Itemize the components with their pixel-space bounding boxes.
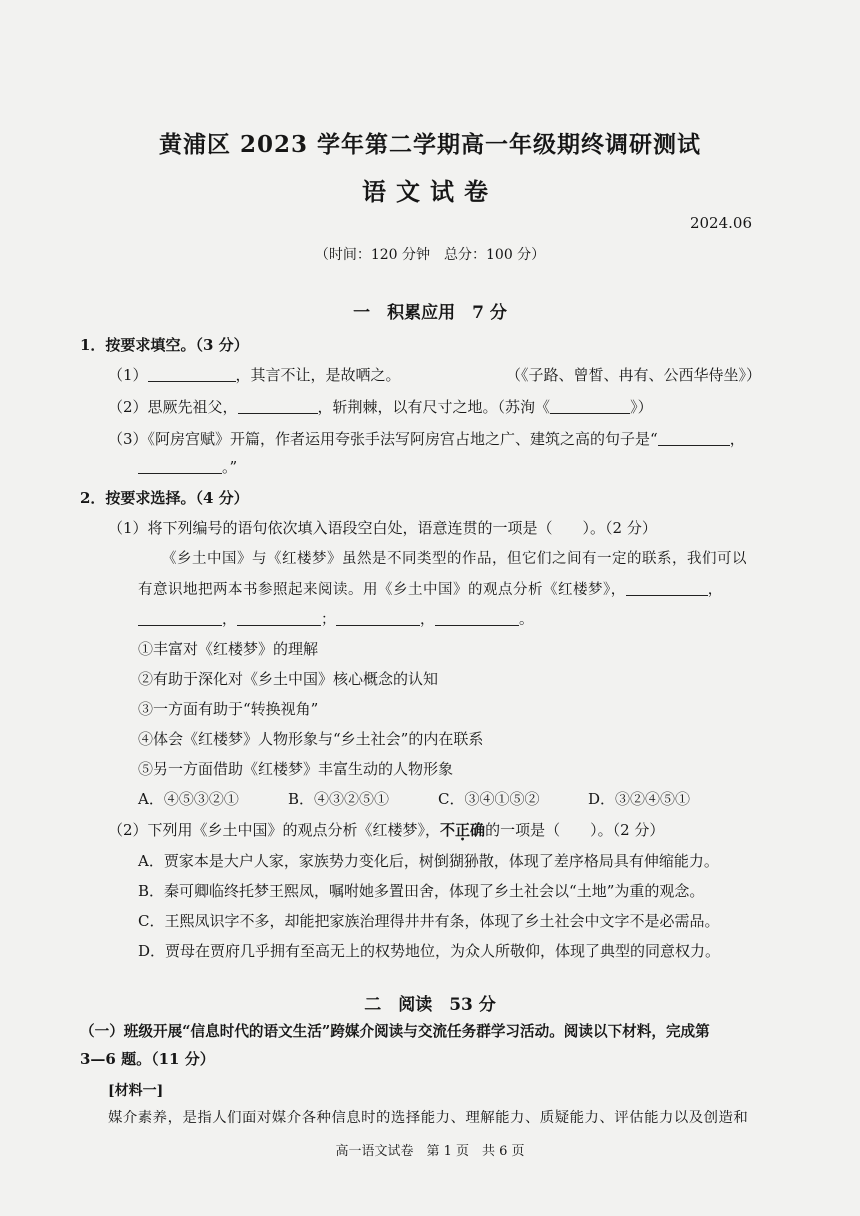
- material-label: [材料一]: [108, 1083, 164, 1099]
- numbered-item: ②有助于深化对《乡土中国》核心概念的认知: [138, 670, 439, 688]
- q1-item-2: [108, 396, 653, 417]
- option-a[interactable]: A．贾家本是大户人家，家族势力变化后，树倒猢狲散，体现了差序格局具有伸缩能力。: [138, 852, 719, 870]
- section-2-intro-line-2: 3—6 题。（11 分）: [80, 1050, 215, 1068]
- q1-item-3-cont: [138, 456, 237, 477]
- answer-blank[interactable]: [658, 431, 730, 446]
- q1-item-2-end: 》）: [630, 398, 653, 416]
- answer-blank[interactable]: [138, 459, 222, 474]
- numbered-item: ①丰富对《红楼梦》的理解: [138, 640, 319, 658]
- option-d[interactable]: D．贾母在贾府几乎拥有至高无上的权势地位，为众人所敬仰，体现了典型的同意权力。: [138, 942, 721, 960]
- choice-d[interactable]: D．③②④⑤①: [588, 790, 691, 808]
- answer-blank[interactable]: [626, 581, 708, 596]
- q1-item-3-text: （3）《阿房宫赋》开篇，作者运用夸张手法写阿房宫占地之广、建筑之高的句子是“: [108, 430, 658, 448]
- numbered-item: ⑤另一方面借助《红楼梦》丰富生动的人物形象: [138, 760, 454, 778]
- option-b[interactable]: B．秦可卿临终托梦王熙凤，嘱咐她多置田舍，体现了乡土社会以“土地”为重的观念。: [138, 882, 705, 900]
- q1-item-3-comma: ，: [729, 430, 745, 448]
- exam-date: 2024.06: [689, 214, 752, 232]
- choice-c[interactable]: C．③④①⑤②: [438, 790, 540, 808]
- passage-line-3: [138, 608, 534, 629]
- question-1-stem: 1．按要求填空。（3 分）: [80, 336, 249, 354]
- choice-b[interactable]: B．④③②⑤①: [288, 790, 390, 808]
- exam-title: 黄浦区 2023 学年第二学期高一年级期终调研测试: [158, 131, 702, 158]
- q1-item-2-mid: ，斩荆棘，以有尺寸之地。（苏洵《: [317, 398, 551, 416]
- q1-item-3: [108, 428, 745, 449]
- q1-item-3-end: 。”: [222, 458, 238, 476]
- q1-item-2-label: （2）思厥先祖父，: [108, 398, 238, 416]
- answer-blank[interactable]: [435, 611, 519, 626]
- q2-part-2-stem-c: 的一项是（ ）。（2 分）: [485, 821, 665, 839]
- page-footer: 高一语文试卷 第 1 页 共 6 页: [335, 1144, 525, 1159]
- answer-blank[interactable]: [336, 611, 420, 626]
- answer-blank[interactable]: [237, 611, 321, 626]
- answer-blank[interactable]: [138, 611, 222, 626]
- exam-subtitle: 语文试卷: [362, 177, 498, 206]
- emphasis-not-correct: 不正确: [440, 821, 486, 839]
- answer-blank[interactable]: [550, 399, 630, 414]
- passage-line-2-comma: ，: [707, 582, 723, 598]
- passage-end: 。: [519, 612, 534, 628]
- numbered-item: ③一方面有助于“转换视角”: [138, 700, 319, 718]
- option-c[interactable]: C．王熙凤识字不多，却能把家族治理得井井有条，体现了乡土社会中文字不是必需品。: [138, 912, 720, 930]
- q2-part-2-stem-a: （2）下列用《乡土中国》的观点分析《红楼梦》，: [108, 821, 441, 839]
- q2-part-1-stem: （1）将下列编号的语句依次填入语段空白处，语意连贯的一项是（ ）。（2 分）: [108, 519, 657, 537]
- q1-item-1: [108, 364, 401, 385]
- material-text: 媒介素养，是指人们面对媒介各种信息时的选择能力、理解能力、质疑能力、评估能力以及创造和: [108, 1110, 749, 1126]
- section-2-intro-line-1: （一）班级开展“信息时代的语文生活”跨媒介阅读与交流任务群学习活动。阅读以下材料，完成第: [80, 1023, 710, 1040]
- section-2-heading: 二 阅读 53 分: [364, 995, 496, 1015]
- passage-line-1: 《乡土中国》与《红楼梦》虽然是不同类型的作品，但它们之间有一定的联系，我们可以: [162, 551, 747, 567]
- passage-sep-3: ，: [420, 612, 435, 628]
- passage-sep-1: ，: [222, 612, 237, 628]
- answer-blank[interactable]: [148, 367, 236, 382]
- time-info: （时间：120 分钟 总分：100 分）: [314, 247, 546, 263]
- numbered-item: ④体会《红楼梦》人物形象与“乡土社会”的内在联系: [138, 730, 484, 748]
- question-2-stem: 2．按要求选择。（4 分）: [80, 489, 249, 507]
- section-1-heading: 一 积累应用 7 分: [353, 303, 507, 323]
- q1-item-1-label: （1）: [108, 366, 148, 384]
- choice-a[interactable]: A．④⑤③②①: [138, 790, 239, 808]
- q2-part-2-stem: [108, 819, 664, 840]
- passage-line-2-text: 有意识地把两本书参照起来阅读。用《乡土中国》的观点分析《红楼梦》，: [138, 582, 626, 598]
- q1-item-1-source: （《子路、曾皙、冉有、公西华侍坐》）: [506, 366, 762, 384]
- passage-sep-2: ；: [321, 612, 336, 628]
- answer-blank[interactable]: [238, 399, 318, 414]
- q1-item-1-text: ，其言不让，是故哂之。: [235, 366, 401, 384]
- passage-line-2: [138, 578, 723, 599]
